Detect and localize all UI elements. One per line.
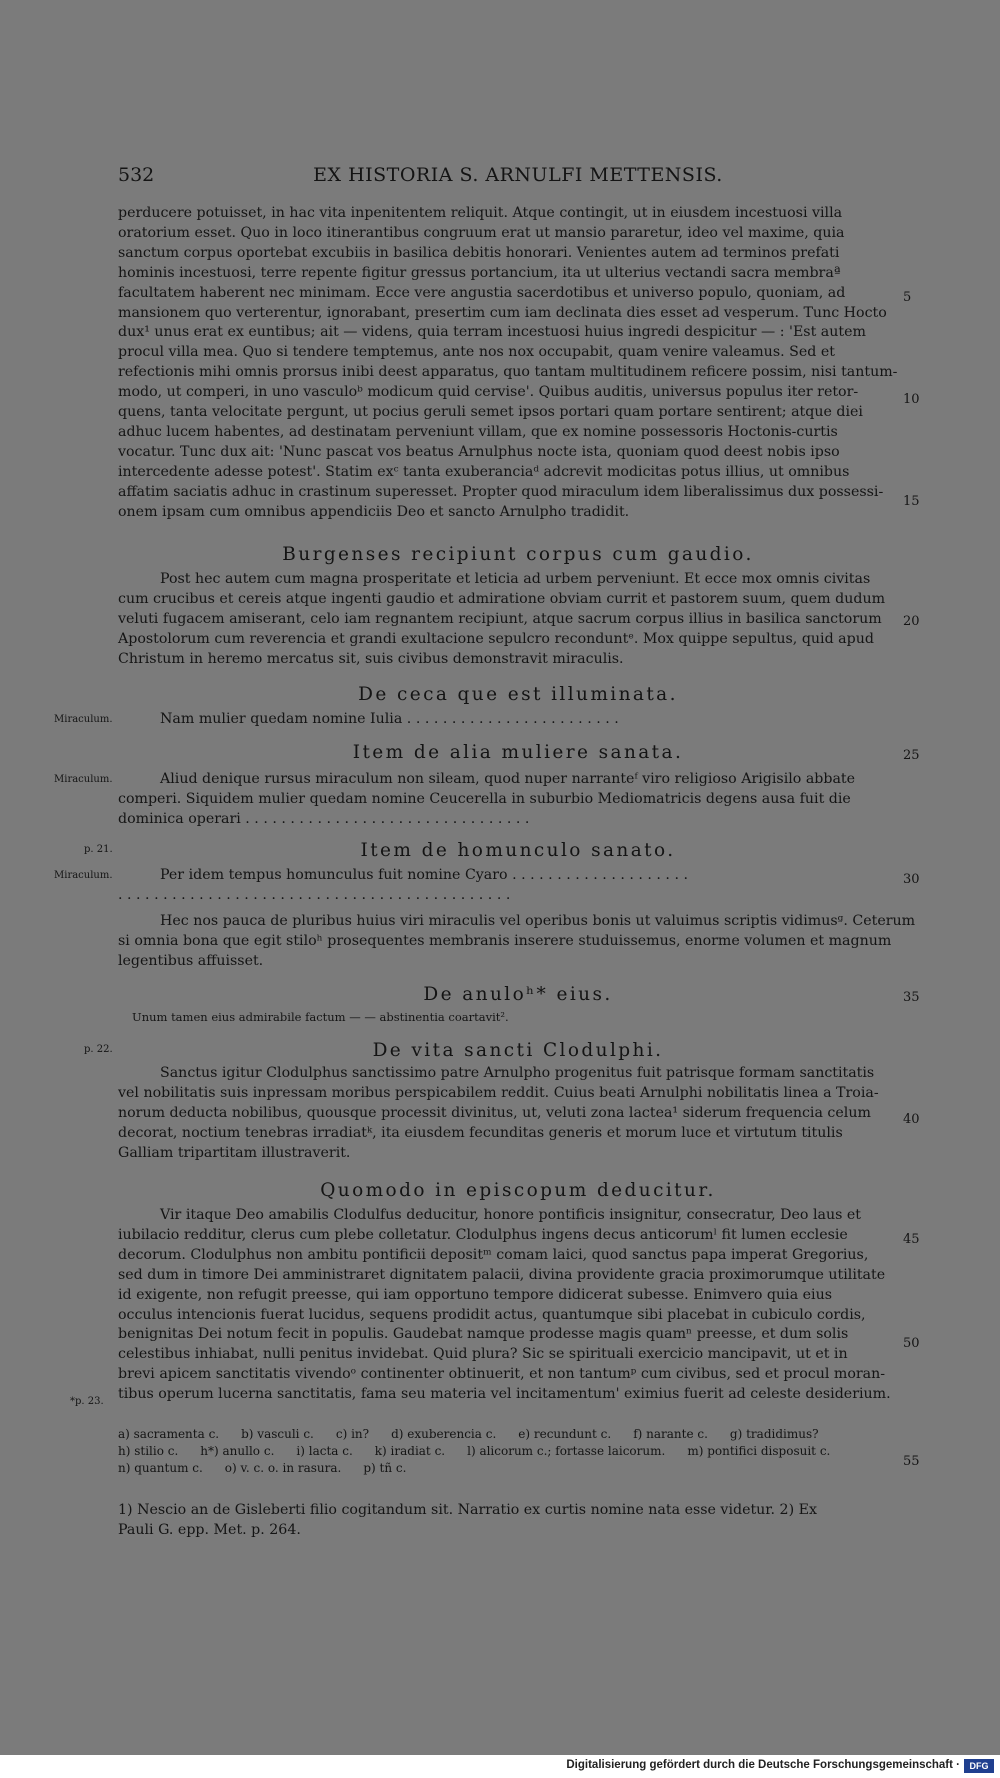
text-line: brevi apicem sanctitatis vivendoᵒ continenter obtinuerit, et non tantumᵖ cum civibus, sed et procul moran- (118, 1366, 886, 1383)
note: b) vasculi c. (241, 1427, 314, 1441)
line-number: 30 (903, 872, 920, 887)
note: d) exuberencia c. (391, 1427, 497, 1441)
text-line: sanctum corpus oportebat excubiis in basilica debitis honorari. Venientes autem ad terminos prefati (118, 244, 840, 261)
text-line: Nam mulier quedam nomine Iulia . . . . . . . . . . . . . . . . . . . . . . . . (160, 711, 619, 727)
text-line: Per idem tempus homunculus fuit nomine Cyaro . . . . . . . . . . . . . . . . . . . . (160, 867, 688, 883)
margin-note-miraculum: Miraculum. (54, 870, 113, 881)
line-number: 55 (903, 1454, 920, 1469)
text-line: veluti fugacem amiserant, celo iam regnantem recipiunt, atque sacrum corpus illius in basilica sanctorum (118, 610, 882, 627)
notes-row (118, 1443, 918, 1460)
note: l) alicorum c.; fortasse laicorum. (467, 1444, 666, 1458)
text-line: benignitas Dei notum fecit in populis. Gaudebat namque prodesse magis quamⁿ preesse, et dum solis (118, 1326, 849, 1343)
text-line: cum crucibus et cereis atque ingenti gaudio et admiratione obviam currit et pastorem suum, quem dudum (118, 590, 886, 607)
note: h*) anullo c. (200, 1444, 275, 1458)
note: g) tradidimus? (729, 1427, 819, 1441)
section-heading-burgenses: Burgenses recipiunt corpus cum gaudio. (282, 544, 754, 565)
text-line: modo, ut comperi, in uno vasculoᵇ modicum quid cervise'. Quibus auditis, universus populus iter retor- (118, 384, 859, 401)
text-line: Sanctus igitur Clodulphus sanctissimo patre Arnulpho progenitus fuit patrisque formam sanctitatis (160, 1065, 875, 1081)
note: k) iradiat c. (374, 1444, 446, 1458)
text-line: Vir itaque Deo amabilis Clodulfus deducitur, honore pontificis insignitur, consecratur, Deo laus et (160, 1207, 861, 1223)
note: f) narante c. (633, 1427, 708, 1441)
text-line: . . . . . . . . . . . . . . . . . . . . . . . . . . . . . . . . . . . . . . . . . . . . (118, 886, 511, 903)
text-line: iubilacio redditur, clerus cum plebe colletatur. Clodulphus ingens decus anticorumˡ fit lumen ecclesie (118, 1226, 848, 1243)
text-line: affatim saciatis adhuc in crastinum superesset. Propter quod miraculum idem liberalissimus dux possessi- (118, 483, 884, 500)
footer-credit: Digitalisierung gefördert durch die Deutsche Forschungsgemeinschaft · (566, 1759, 960, 1771)
homunculo-paragraph (118, 866, 918, 906)
paragraph-4 (118, 1064, 918, 1164)
text-line: oratorium esset. Quo in loco itinerantibus congruum erat ut mansio pararetur, ideo vel maxime, quia (118, 224, 845, 241)
dfg-logo: DFG (964, 1759, 994, 1773)
section-heading-ceca: De ceca que est illuminata. (358, 684, 678, 705)
text-line: refectionis mihi omnis prorsus inibi deest apparatus, quo tantam multitudinem reficere possim, nisi tantum- (118, 364, 898, 381)
text-line: comperi. Siquidem mulier quedam nomine Ceucerella in suburbio Mediomatricis degens ausa fuit die (118, 790, 851, 807)
footnote-line: 1) Nescio an de Gisleberti filio cogitandum sit. Narratio ex curtis nomine nata esse videtur. 2) Ex (118, 1502, 817, 1518)
section-heading-quomodo: Quomodo in episcopum deducitur. (320, 1180, 716, 1201)
note: i) lacta c. (296, 1444, 353, 1458)
margin-note-miraculum: Miraculum. (54, 714, 113, 725)
text-line: id exigente, non refugit preesse, qui iam opportuno tempore didicerat subesse. Enimvero quia eius (118, 1286, 833, 1303)
line-number: 45 (903, 1232, 920, 1247)
note: n) quantum c. (118, 1461, 203, 1475)
section-heading-alia: Item de alia muliere sanata. (352, 742, 684, 763)
text-line: Apostolorum cum reverencia et grandi exultacione sepulcro reconduntᵉ. Mox quippe sepultus, quid apud (118, 630, 874, 647)
text-line: dominica operari . . . . . . . . . . . . . . . . . . . . . . . . . . . . . . . . (118, 810, 530, 827)
text-line: vocatur. Tunc dux ait: 'Nunc pascat vos beatus Arnulphus nocte ista, quoniam quod deest nobis ipso (118, 443, 840, 460)
text-line: quens, tanta velocitate pergunt, ut pocius geruli semet ipsos portari quam portare sentirent; atque diei (118, 404, 863, 421)
text-line: onem ipsam cum omnibus appendiciis Deo et sancto Arnulpho tradidit. (118, 503, 630, 520)
note: c) in? (335, 1427, 370, 1441)
section-heading-anulo: De anuloʰ* eius. (423, 984, 613, 1005)
text-line: occulus intencionis fuerat lucidus, sequens prodidit actus, quantumque sibi placebat in cubiculo cordis, (118, 1306, 866, 1323)
margin-note-page: p. 21. (84, 844, 113, 855)
paragraph-1 (118, 204, 918, 523)
text-line: decorat, noctium tenebras irradiatᵏ, ita eiusdem fecunditas generis et morum luce et virtutum titulis (118, 1124, 843, 1141)
text-line: Christum in heremo mercatus sit, suis civibus demonstravit miraculis. (118, 650, 624, 667)
text-line: Post hec autem cum magna prosperitate et leticia ad urbem perveniunt. Et ecce mox omnis civitas (160, 571, 871, 587)
text-line: sed dum in timore Dei amministraret dignitatem palacii, divina providente gracia proximorumque utilitate (118, 1266, 886, 1283)
running-title: EX HISTORIA S. ARNULFI METTENSIS. (313, 164, 723, 186)
text-line: Galliam tripartitam illustraverit. (118, 1144, 351, 1161)
text-line: intercedente adesse potest'. Statim exᶜ tanta exuberanciaᵈ adcrevit modicitas potus illius, ut omnibus (118, 463, 850, 480)
text-line: celestibus inhiabat, nulli penitus invidebat. Quid plura? Sic se spirituali exercicio mancipavit, ut et in (118, 1346, 848, 1363)
line-number: 40 (903, 1112, 920, 1127)
anulo-line: Unum tamen eius admirabile factum — — abstinentia coartavit². (132, 1010, 509, 1024)
line-number: 15 (903, 494, 920, 509)
text-line: dux¹ unus erat ex euntibus; ait — videns, quia terram incestuosi huius ingredi despicitur — : 'Est autem (118, 324, 866, 341)
text-line: adhuc lucem habentes, ad destinatam perveniunt villam, que ex nomine possessoris Hoctonis-curtis (118, 423, 838, 440)
digitization-footer (0, 1755, 1000, 1778)
paragraph-5 (118, 1206, 918, 1405)
alia-paragraph (118, 770, 918, 830)
text-line: Aliud denique rursus miraculum non sileam, quod nuper narranteᶠ viro religioso Arigisilo abbate (160, 771, 856, 787)
note: a) sacramenta c. (118, 1427, 220, 1441)
text-line: norum deducta nobilibus, quousque processit divinitus, ut, veluti zona lactea¹ siderum frequencia celum (118, 1104, 871, 1121)
paragraph-3 (118, 912, 918, 972)
section-heading-vita: De vita sancti Clodulphi. (372, 1040, 664, 1061)
note: m) pontifici disposuit c. (687, 1444, 831, 1458)
note: e) recundunt c. (518, 1427, 612, 1441)
paragraph-2 (118, 570, 918, 670)
text-line: legentibus affuisset. (118, 952, 264, 969)
text-line: si omnia bona que egit stiloʰ prosequentes membranis inserere studuissemus, enorme volumen et magnum (118, 932, 892, 949)
footnotes (118, 1500, 918, 1540)
note: h) stilio c. (118, 1444, 179, 1458)
note: p) tñ c. (363, 1461, 407, 1475)
line-number: 35 (903, 990, 920, 1005)
text-line: procul villa mea. Quo si tendere temptemus, ante nos nox occupabit, quam venire valeamus. Sed et (118, 344, 835, 361)
margin-note-miraculum: Miraculum. (54, 774, 113, 785)
notes-row (118, 1426, 918, 1443)
margin-note-page: p. 22. (84, 1044, 113, 1055)
note: o) v. c. o. in rasura. (224, 1461, 342, 1475)
text-line: facultatem haberent nec minimam. Ecce vere angustia sacerdotibus et universo populo, quoniam, ad (118, 284, 846, 301)
section-heading-homunculo: Item de homunculo sanato. (360, 840, 676, 861)
line-number: 5 (903, 290, 912, 305)
line-number: 25 (903, 748, 920, 763)
text-line: hominis incestuosi, terre repente figitur gressus portancium, ita ut ulterius vectandi sacra membraª (118, 264, 841, 281)
notes-row (118, 1460, 918, 1477)
line-number: 10 (903, 392, 920, 407)
critical-apparatus (118, 1426, 918, 1477)
text-line: vel nobilitatis suis inpressam moribus perspicabilem reddit. Cuius beati Arnulphi nobilitatis linea a Troia- (118, 1084, 879, 1101)
text-line: decorum. Clodulphus non ambitu pontificii depositᵐ comam laici, quod sanctus papa imperat Gregorius, (118, 1246, 869, 1263)
text-line: mansionem quo verterentur, ignorabant, presertim cum iam declinata dies esset ad vesperum. Tunc Hocto (118, 304, 887, 321)
text-line: Hec nos pauca de pluribus huius viri miraculis vel operibus bonis ut valuimus scriptis vidimusᵍ. Ceterum (160, 913, 916, 929)
text-line: tibus operum lucerna sanctitatis, fama seu materia vel incitamentum' eximius fuerit ad celeste desiderium. (118, 1386, 891, 1403)
line-number: 20 (903, 614, 920, 629)
line-number: 50 (903, 1336, 920, 1351)
running-header (118, 164, 918, 194)
margin-note-page: *p. 23. (70, 1396, 104, 1407)
page-number: 532 (118, 164, 155, 186)
ceca-line (118, 710, 918, 730)
text-line: perducere potuisset, in hac vita inpenitentem reliquit. Atque contingit, ut in eiusdem incestuosi villa (118, 205, 843, 221)
footnote-line: Pauli G. epp. Met. p. 264. (118, 1522, 301, 1538)
